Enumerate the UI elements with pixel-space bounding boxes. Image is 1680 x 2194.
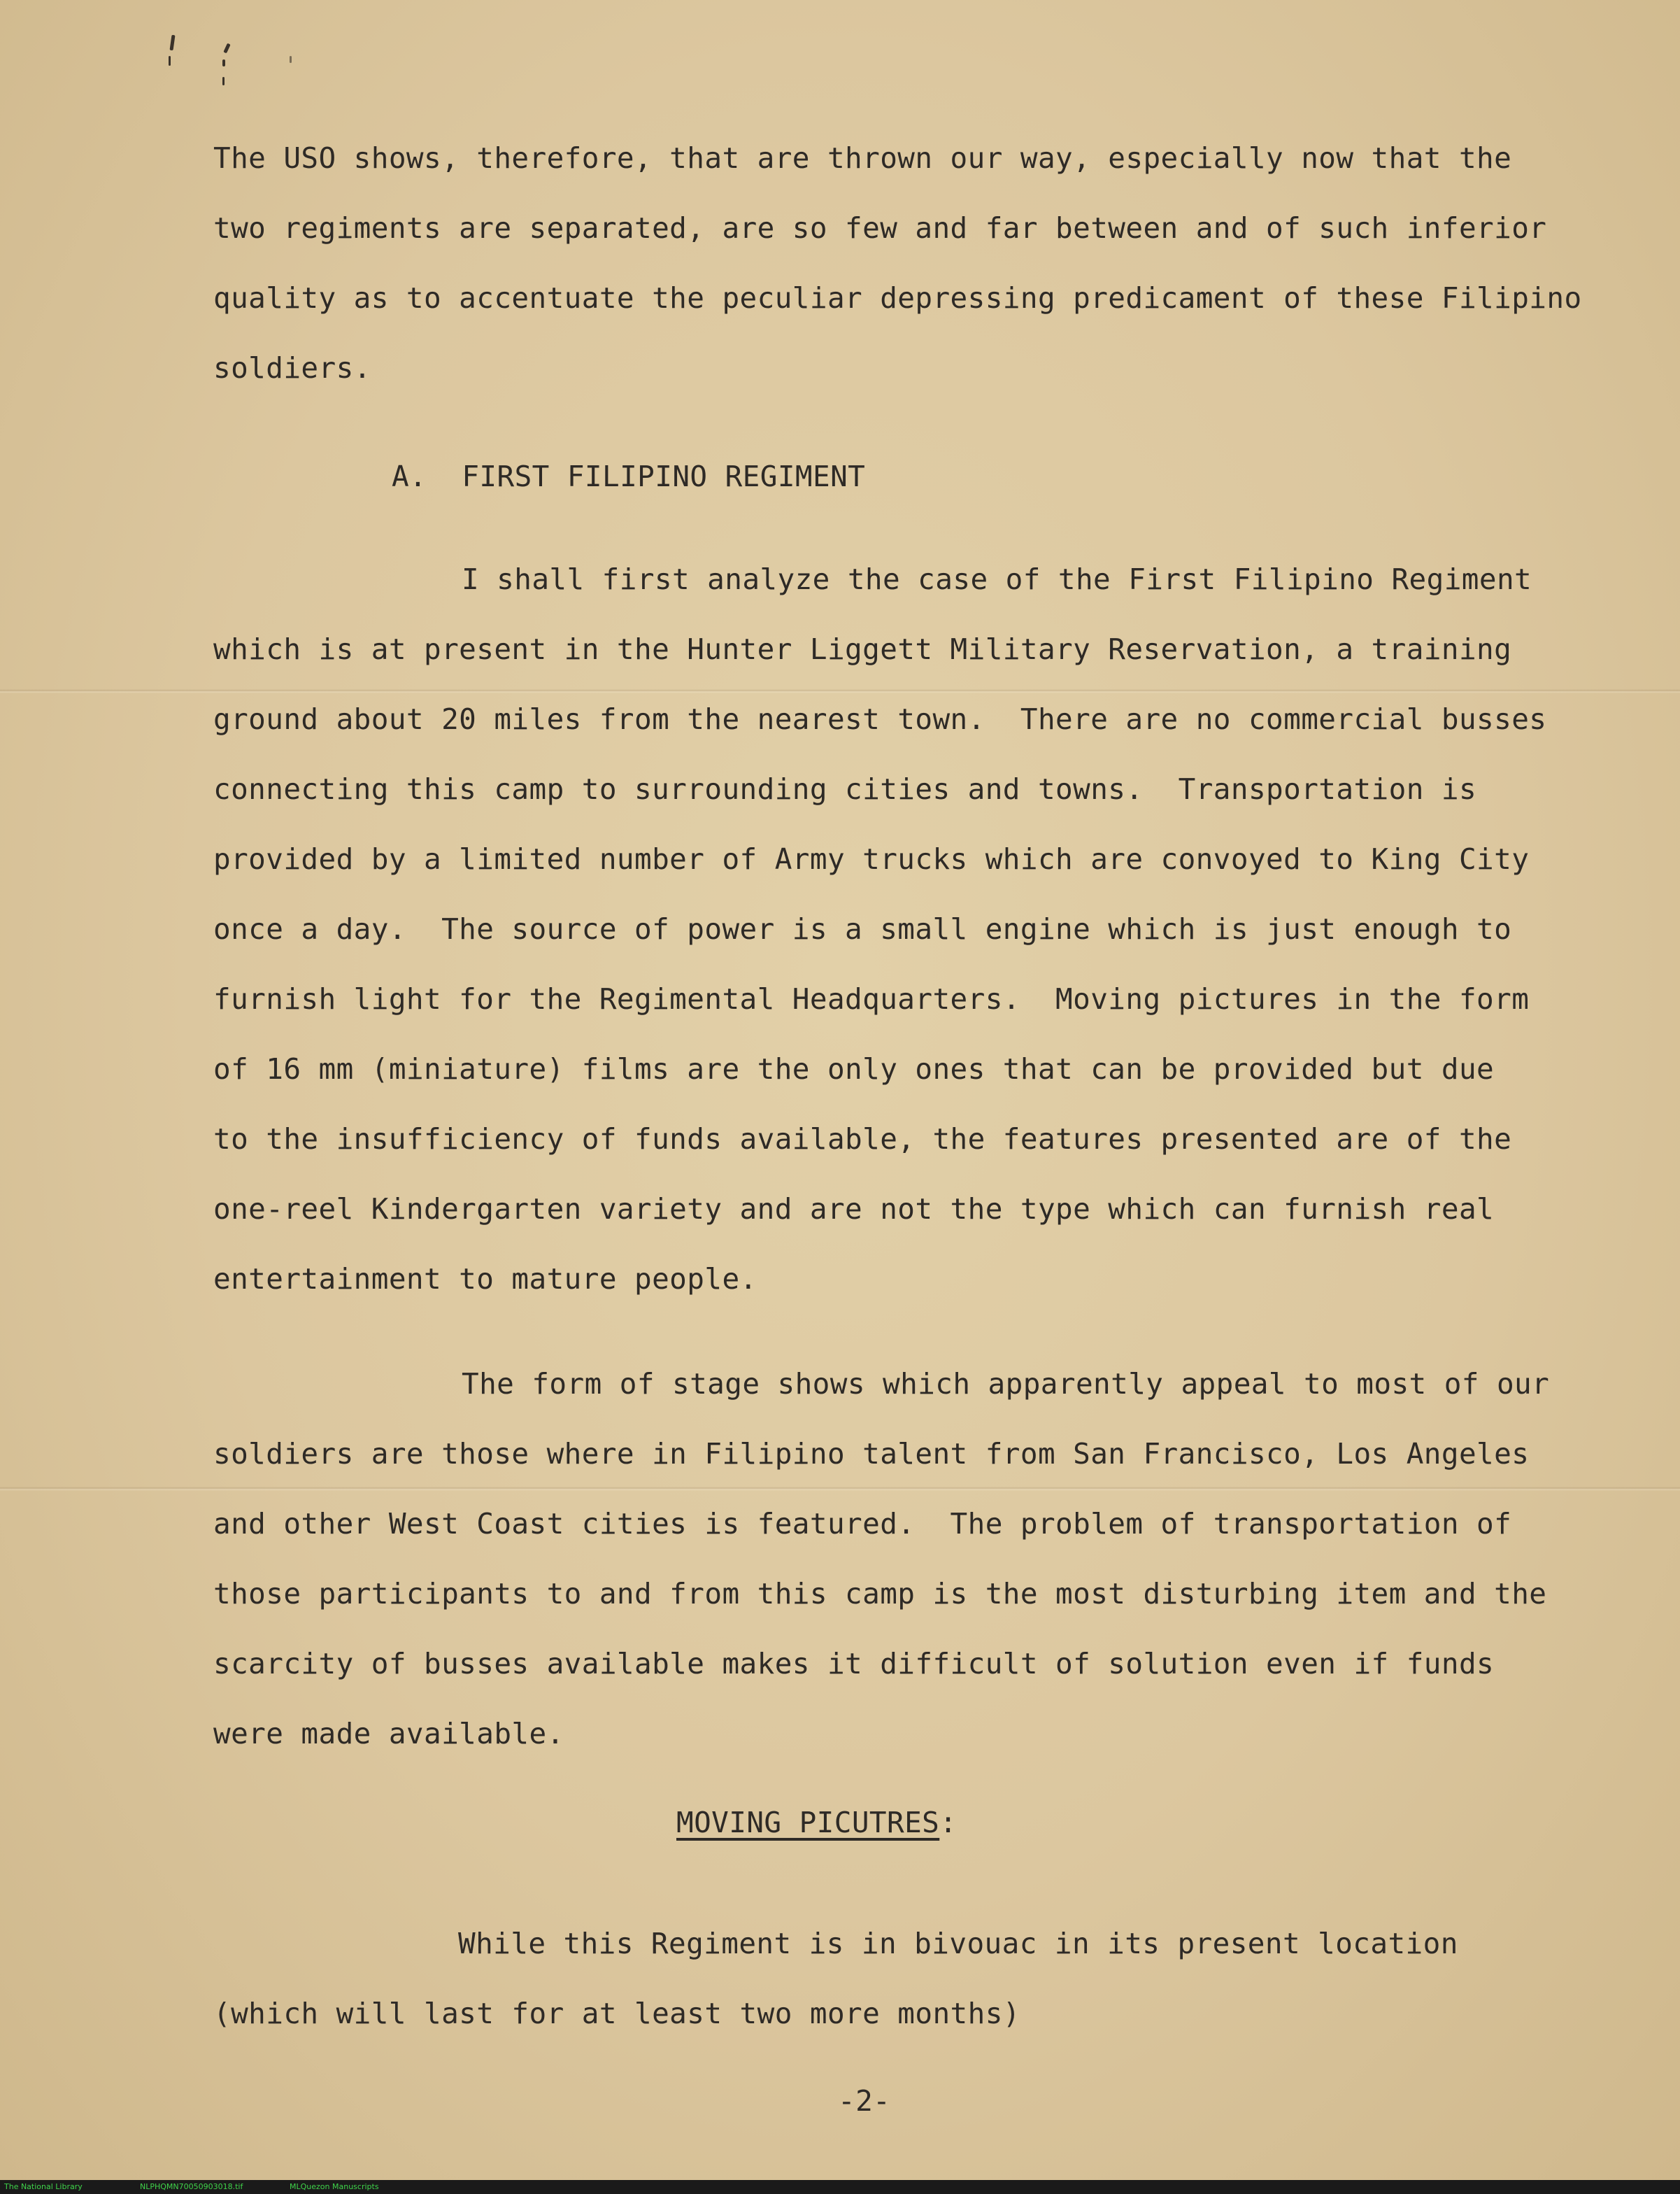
text-line: The USO shows, therefore, that are thrown our way, especially now that the	[213, 141, 1512, 175]
text-line: soldiers are those where in Filipino talent from San Francisco, Los Angeles	[213, 1437, 1530, 1471]
text-line: one-reel Kindergarten variety and are not the type which can furnish real	[213, 1192, 1495, 1226]
text-line: scarcity of busses available makes it difficult of solution even if funds	[213, 1647, 1495, 1680]
ink-mark	[222, 77, 225, 85]
ink-mark	[222, 59, 225, 66]
text-line: While this Regiment is in bivouac in its present location	[458, 1927, 1458, 1960]
text-line: were made available.	[213, 1717, 564, 1750]
ink-mark	[169, 35, 175, 50]
section-a-heading	[392, 459, 865, 494]
text-line: quality as to accentuate the peculiar depressing predicament of these Filipino	[213, 281, 1582, 315]
text-line: two regiments are separated, are so few and far between and of such inferior	[213, 211, 1547, 245]
moving-pictures-heading-colon: :	[939, 1806, 958, 1839]
text-line: of 16 mm (miniature) films are the only ones that can be provided but due	[213, 1052, 1495, 1086]
paragraph-4	[213, 1909, 1458, 2048]
text-line: which is at present in the Hunter Liggett Military Reservation, a training	[213, 632, 1512, 666]
ink-mark	[290, 56, 292, 63]
paragraph-3	[213, 1349, 1549, 1769]
text-line: I shall first analyze the case of the First Filipino Regiment	[462, 562, 1532, 596]
text-line: The form of stage shows which apparently appeal to most of our	[462, 1367, 1550, 1401]
text-line: (which will last for at least two more months)	[213, 1997, 1020, 2030]
ink-mark	[223, 43, 230, 54]
text-line: entertainment to mature people.	[213, 1262, 757, 1296]
moving-pictures-heading-text: MOVING PICUTRES	[676, 1806, 940, 1839]
section-a-heading-text: A. FIRST FILIPINO REGIMENT	[392, 460, 866, 493]
text-line: once a day. The source of power is a small engine which is just enough to	[213, 912, 1512, 946]
text-line: connecting this camp to surrounding cities and towns. Transportation is	[213, 772, 1477, 806]
ink-mark	[169, 56, 171, 66]
footer-file-name: NLPHQMN70050903018.tif	[140, 2182, 243, 2191]
text-line: and other West Coast cities is featured. The problem of transportation of	[213, 1507, 1512, 1541]
text-line: ground about 20 miles from the nearest town. There are no commercial busses	[213, 702, 1547, 736]
footer-collection-name: MLQuezon Manuscripts	[290, 2182, 379, 2191]
text-line: furnish light for the Regimental Headquarters. Moving pictures in the form	[213, 982, 1530, 1016]
text-line: provided by a limited number of Army trucks which are convoyed to King City	[213, 842, 1530, 876]
text-line: soldiers.	[213, 351, 371, 385]
page-number	[838, 2083, 890, 2118]
page-number-text: -2-	[838, 2084, 891, 2118]
text-line: to the insufficiency of funds available, the features presented are of the	[213, 1122, 1512, 1156]
paragraph-2	[213, 544, 1546, 1314]
footer-library-name: The National Library	[4, 2182, 83, 2191]
moving-pictures-heading	[676, 1805, 957, 1840]
archive-footer-bar	[0, 2180, 1680, 2194]
text-line: those participants to and from this camp is the most disturbing item and the	[213, 1577, 1547, 1611]
paragraph-1	[213, 123, 1582, 403]
